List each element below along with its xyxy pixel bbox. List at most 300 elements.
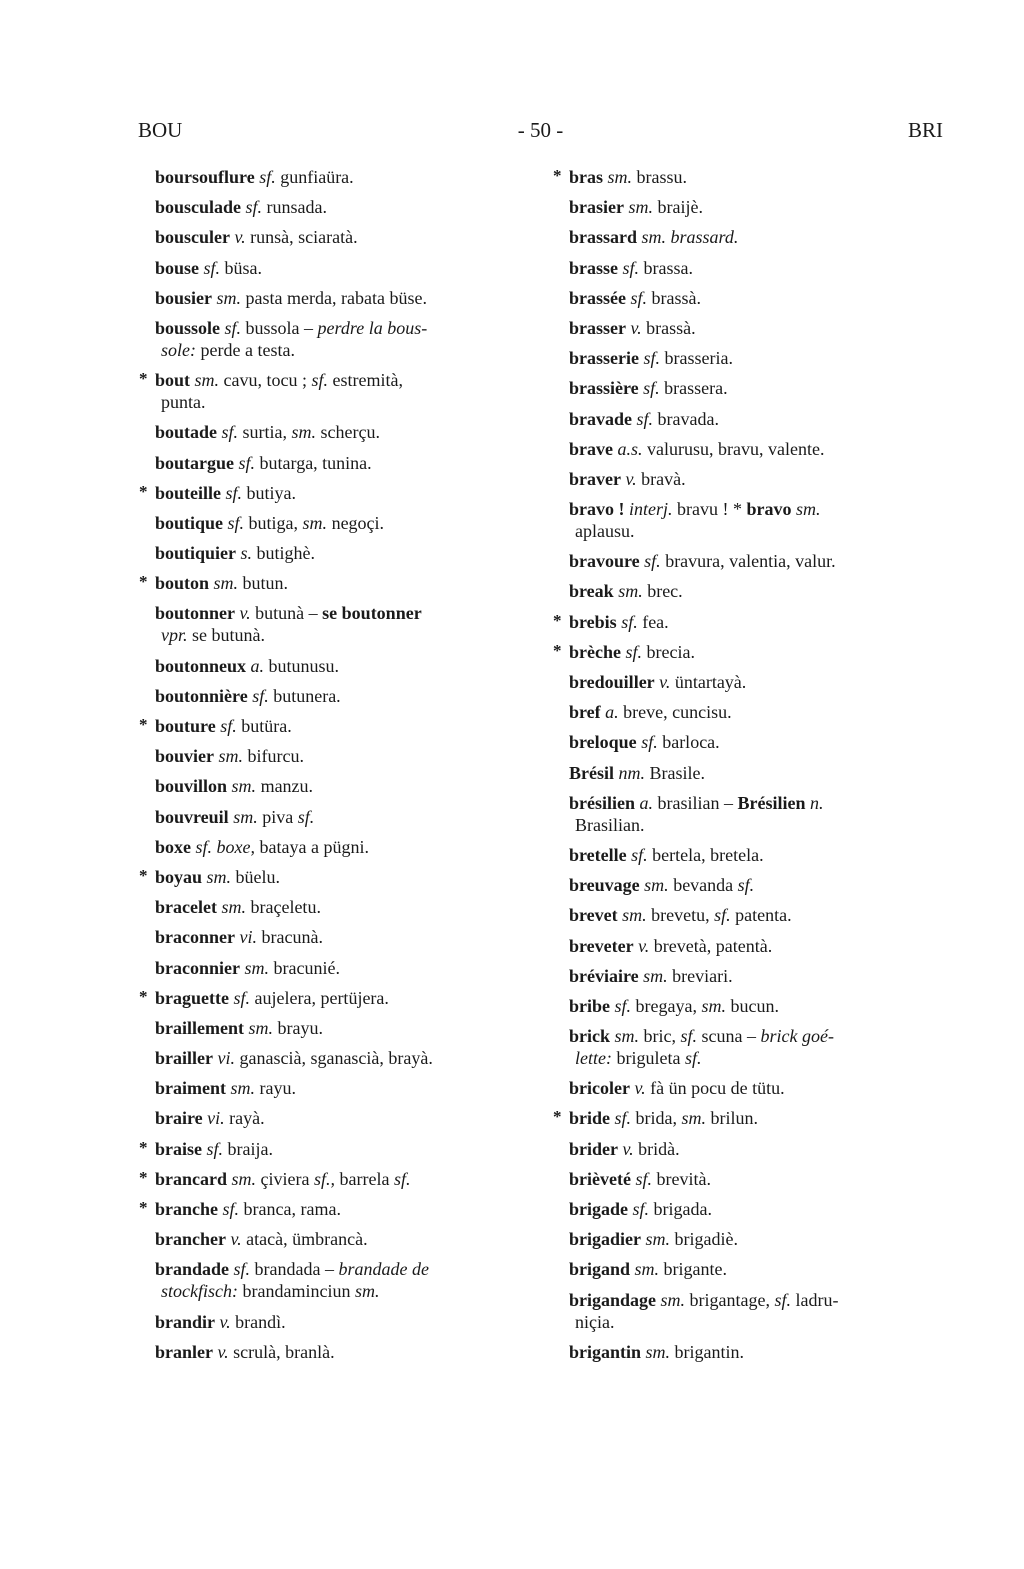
part-of-speech: sm. bbox=[795, 499, 821, 520]
dictionary-entry bbox=[138, 1341, 526, 1363]
headword: brebis bbox=[569, 611, 617, 632]
dictionary-entry bbox=[552, 874, 944, 896]
translation: brassera. bbox=[664, 378, 728, 399]
dictionary-entry bbox=[552, 1228, 944, 1250]
dictionary-entry bbox=[552, 196, 944, 218]
translation: bravura, valentia, valur. bbox=[665, 551, 836, 572]
translation: büelu. bbox=[235, 866, 281, 887]
headword: braconnier bbox=[155, 957, 240, 978]
dictionary-entry bbox=[138, 896, 526, 918]
example-expression: lette: bbox=[575, 1048, 612, 1069]
translation: brassard. bbox=[670, 227, 739, 248]
dictionary-entry bbox=[552, 1077, 944, 1099]
part-of-speech: sm. bbox=[233, 806, 258, 827]
part-of-speech: sf. bbox=[621, 611, 638, 632]
headword: brésilien bbox=[569, 792, 635, 813]
headword: brasier bbox=[569, 197, 624, 218]
translation: bravu ! * bbox=[677, 499, 742, 520]
entry-continuation bbox=[569, 1047, 944, 1069]
headword: bricoler bbox=[569, 1078, 630, 1099]
translation: butarga, tunina. bbox=[259, 452, 372, 473]
translation: Brasile. bbox=[649, 762, 705, 783]
dictionary-entry bbox=[138, 369, 526, 413]
headword: bracelet bbox=[155, 897, 217, 918]
part-of-speech: sf. bbox=[643, 348, 660, 369]
sub-headword: se boutonner bbox=[322, 603, 422, 624]
entry-star-marker: * bbox=[139, 369, 148, 389]
dictionary-entry bbox=[552, 731, 944, 753]
part-of-speech: sf. bbox=[630, 287, 648, 308]
translation: bracunié. bbox=[273, 957, 340, 978]
headword: braiment bbox=[155, 1078, 226, 1099]
part-of-speech: sm. bbox=[291, 422, 317, 443]
part-of-speech: sf. bbox=[614, 995, 632, 1016]
translation: bravà. bbox=[641, 468, 686, 489]
headword: bravo ! bbox=[569, 499, 625, 520]
translation: brasilian – bbox=[657, 792, 733, 813]
dictionary-entry bbox=[138, 1017, 526, 1039]
translation: aplausu. bbox=[575, 521, 635, 542]
dictionary-entry bbox=[138, 287, 526, 309]
part-of-speech: vi. bbox=[207, 1108, 225, 1129]
dictionary-entry bbox=[552, 317, 944, 339]
dictionary-entry bbox=[138, 957, 526, 979]
translation: brigantage, bbox=[689, 1289, 770, 1310]
headword: bouvillon bbox=[155, 776, 228, 797]
part-of-speech: sf. bbox=[641, 732, 658, 753]
headword: boutonnière bbox=[155, 685, 248, 706]
dictionary-entry bbox=[138, 1228, 526, 1250]
dictionary-entry bbox=[552, 1341, 944, 1363]
headword: brevet bbox=[569, 905, 618, 926]
part-of-speech: sm. bbox=[618, 581, 643, 602]
headword: bousculade bbox=[155, 197, 242, 218]
headword: boursouflure bbox=[155, 167, 255, 187]
part-of-speech: sm. bbox=[644, 875, 669, 896]
dictionary-entry bbox=[552, 408, 944, 430]
part-of-speech: sf. bbox=[222, 1199, 240, 1219]
translation: brilun. bbox=[710, 1108, 759, 1129]
translation: pasta merda, rabata büse. bbox=[245, 287, 427, 308]
translation: se butunà. bbox=[192, 625, 265, 646]
translation: ladru- bbox=[795, 1289, 839, 1310]
dictionary-entry bbox=[138, 836, 526, 858]
translation: barrela bbox=[339, 1168, 390, 1189]
translation: brevetà, patentà. bbox=[653, 935, 773, 956]
part-of-speech: sm. bbox=[628, 197, 653, 218]
headword: bravade bbox=[569, 408, 632, 429]
translation: runsada. bbox=[266, 197, 328, 218]
translation: brida, bbox=[635, 1108, 678, 1129]
translation: valurusu, bravu, valente. bbox=[647, 438, 825, 459]
translation: fà ün pocu de tütu. bbox=[650, 1078, 785, 1099]
dictionary-entry bbox=[552, 762, 944, 784]
part-of-speech: sm. bbox=[354, 1281, 380, 1302]
headword: brandir bbox=[155, 1311, 216, 1332]
dictionary-entry bbox=[138, 452, 526, 474]
part-of-speech: v. bbox=[217, 1341, 229, 1362]
dictionary-entry bbox=[138, 572, 526, 594]
dictionary-entry bbox=[138, 1138, 526, 1160]
dictionary-entry bbox=[138, 655, 526, 677]
translation: boxe, bbox=[216, 836, 255, 857]
translation: braijè. bbox=[657, 197, 703, 218]
entry-star-marker: * bbox=[553, 640, 562, 660]
dictionary-entry bbox=[138, 542, 526, 564]
translation: briguleta bbox=[616, 1048, 681, 1069]
dictionary-entry bbox=[138, 226, 526, 248]
headword: break bbox=[569, 581, 614, 602]
dictionary-entry bbox=[552, 671, 944, 693]
part-of-speech: sf. bbox=[680, 1026, 698, 1047]
translation: bevanda bbox=[673, 875, 734, 896]
dictionary-entry bbox=[552, 701, 944, 723]
part-of-speech: v. bbox=[634, 1078, 646, 1099]
example-expression: brandade de bbox=[338, 1259, 429, 1280]
part-of-speech: sf. bbox=[233, 987, 250, 1008]
translation: butunà – bbox=[255, 603, 318, 624]
dictionary-entry bbox=[552, 257, 944, 279]
translation: brecia. bbox=[646, 641, 695, 662]
part-of-speech: sf. bbox=[631, 844, 648, 865]
entry-continuation bbox=[155, 1280, 526, 1302]
dictionary-entry bbox=[552, 904, 944, 926]
part-of-speech: sm. bbox=[681, 1108, 707, 1129]
entry-continuation bbox=[569, 814, 944, 836]
part-of-speech: vi. bbox=[239, 927, 257, 948]
translation: bifurcu. bbox=[247, 746, 305, 767]
headword: bouse bbox=[155, 257, 200, 278]
translation: bravada. bbox=[657, 408, 719, 429]
dictionary-entry bbox=[552, 550, 944, 572]
headword: boxe bbox=[155, 836, 191, 857]
headword: brièveté bbox=[569, 1168, 631, 1189]
entry-star-marker: * bbox=[553, 1107, 562, 1127]
headword: bref bbox=[569, 702, 601, 723]
translation: gunfiaüra. bbox=[280, 167, 354, 187]
translation: runsà, sciaratà. bbox=[250, 227, 358, 248]
translation: barloca. bbox=[662, 732, 720, 753]
entry-star-marker: * bbox=[553, 166, 562, 185]
example-expression: sole: bbox=[161, 339, 196, 360]
dictionary-entry bbox=[138, 866, 526, 888]
headword: brave bbox=[569, 438, 613, 459]
translation: piva bbox=[262, 806, 294, 827]
dictionary-entry bbox=[552, 935, 944, 957]
sub-headword: bravo bbox=[746, 499, 792, 520]
headword: brancard bbox=[155, 1168, 227, 1189]
dictionary-entry bbox=[552, 347, 944, 369]
translation: bussola – bbox=[245, 317, 314, 338]
headword: bout bbox=[155, 370, 191, 391]
part-of-speech: interj. bbox=[629, 499, 673, 520]
translation: üntartayà. bbox=[674, 672, 747, 692]
translation: fea. bbox=[642, 611, 669, 632]
headword: bouton bbox=[155, 573, 210, 594]
translation: brevetu, bbox=[651, 905, 710, 926]
part-of-speech: sm. bbox=[622, 905, 647, 926]
headword: braguette bbox=[155, 987, 229, 1008]
dictionary-entry bbox=[138, 602, 526, 646]
translation: ganascià, sganascià, brayà. bbox=[239, 1048, 433, 1069]
dictionary-entry bbox=[138, 1198, 526, 1220]
headword: boyau bbox=[155, 866, 203, 887]
left-column bbox=[138, 166, 526, 1371]
translation: brec. bbox=[647, 581, 683, 602]
translation: brandaminciun bbox=[242, 1281, 351, 1302]
entry-star-marker: * bbox=[139, 1167, 148, 1187]
dictionary-entry bbox=[138, 1258, 526, 1302]
translation: Brasilian. bbox=[575, 814, 645, 835]
dictionary-entry bbox=[138, 1311, 526, 1333]
headword: brassière bbox=[569, 378, 639, 399]
headword: bouvier bbox=[155, 746, 215, 767]
running-head-right: BRI bbox=[907, 118, 943, 142]
translation: butun. bbox=[242, 573, 289, 594]
dictionary-entry bbox=[552, 498, 944, 542]
entry-star-marker: * bbox=[139, 715, 148, 734]
dictionary-entry bbox=[138, 926, 526, 948]
translation: bucun. bbox=[730, 995, 780, 1016]
headword: boussole bbox=[155, 317, 221, 338]
headword: brider bbox=[569, 1138, 618, 1159]
page-number: - 50 - bbox=[517, 118, 564, 142]
part-of-speech: sf. bbox=[221, 422, 239, 443]
entry-continuation bbox=[155, 391, 526, 413]
part-of-speech: sm. bbox=[701, 995, 727, 1016]
dictionary-entry bbox=[552, 377, 944, 399]
headword: bousier bbox=[155, 287, 213, 308]
part-of-speech: sm. bbox=[614, 1026, 640, 1047]
part-of-speech: sf. bbox=[233, 1259, 251, 1280]
dictionary-entry bbox=[552, 792, 944, 836]
part-of-speech: sf. bbox=[737, 875, 755, 896]
headword: brèche bbox=[569, 641, 621, 662]
dictionary-entry bbox=[138, 987, 526, 1009]
headword: brigand bbox=[569, 1259, 631, 1280]
translation: bregaya, bbox=[635, 995, 697, 1016]
headword: branler bbox=[155, 1341, 213, 1362]
entry-star-marker: * bbox=[139, 986, 148, 1006]
translation: brigante. bbox=[663, 1259, 728, 1280]
translation: brigada. bbox=[653, 1199, 713, 1219]
headword: bouteille bbox=[155, 482, 221, 503]
headword: boutique bbox=[155, 512, 224, 533]
part-of-speech: sm. bbox=[206, 866, 232, 887]
translation: bracunà. bbox=[261, 927, 323, 948]
part-of-speech: v. bbox=[625, 468, 637, 489]
part-of-speech: vpr. bbox=[161, 625, 188, 646]
headword: brassard bbox=[569, 227, 638, 248]
part-of-speech: v. bbox=[638, 935, 650, 956]
translation: brassà. bbox=[651, 287, 701, 308]
headword: braconner bbox=[155, 927, 235, 948]
headword: boutargue bbox=[155, 452, 235, 473]
headword: bribe bbox=[569, 995, 611, 1016]
part-of-speech: sf. bbox=[297, 806, 315, 827]
part-of-speech: vi. bbox=[217, 1048, 235, 1069]
translation: patenta. bbox=[735, 905, 792, 926]
part-of-speech: sf. bbox=[684, 1048, 702, 1069]
dictionary-entry bbox=[552, 468, 944, 490]
part-of-speech: sf. bbox=[238, 452, 256, 473]
translation: brassà. bbox=[646, 317, 696, 338]
right-column bbox=[552, 166, 944, 1371]
dictionary-entry bbox=[138, 745, 526, 767]
translation: perde a testa. bbox=[200, 339, 295, 360]
dictionary-entry bbox=[552, 1289, 944, 1333]
headword: brigadier bbox=[569, 1229, 641, 1250]
entry-star-marker: * bbox=[139, 1198, 148, 1217]
entry-star-marker: * bbox=[139, 572, 148, 592]
part-of-speech: v. bbox=[234, 227, 246, 248]
translation: butiga, bbox=[248, 512, 299, 533]
part-of-speech: sm. bbox=[218, 746, 244, 767]
headword: braver bbox=[569, 468, 621, 489]
part-of-speech: sm. bbox=[660, 1289, 686, 1310]
part-of-speech: sf. bbox=[644, 551, 661, 572]
headword: boutonner bbox=[155, 603, 236, 624]
part-of-speech: sf. bbox=[632, 1199, 650, 1219]
dictionary-entry bbox=[552, 580, 944, 602]
example-expression: brick goé- bbox=[760, 1026, 834, 1047]
dictionary-entry bbox=[138, 685, 526, 707]
dictionary-entry bbox=[552, 995, 944, 1017]
entry-star-marker: * bbox=[139, 481, 148, 501]
part-of-speech: a. bbox=[250, 655, 265, 676]
part-of-speech: sf. bbox=[224, 317, 242, 338]
part-of-speech: sf. bbox=[195, 836, 213, 857]
part-of-speech: sm. bbox=[645, 1229, 671, 1250]
page-header bbox=[138, 118, 943, 146]
part-of-speech: v. bbox=[659, 672, 671, 692]
part-of-speech: sm. bbox=[194, 370, 220, 391]
translation: brandada – bbox=[254, 1259, 335, 1280]
part-of-speech: sf. bbox=[311, 370, 329, 391]
dictionary-entry bbox=[552, 226, 944, 248]
part-of-speech: sf. bbox=[227, 512, 245, 533]
headword: boutonneux bbox=[155, 655, 247, 676]
entry-continuation bbox=[155, 339, 526, 361]
part-of-speech: sm. bbox=[221, 897, 246, 918]
entry-continuation bbox=[569, 520, 944, 542]
part-of-speech: nm. bbox=[618, 762, 645, 783]
part-of-speech: a. bbox=[639, 792, 653, 813]
translation: aujelera, pertüjera. bbox=[254, 987, 389, 1008]
headword: bredouiller bbox=[569, 672, 655, 692]
headword: brigandage bbox=[569, 1289, 657, 1310]
translation: bertela, bretela. bbox=[652, 844, 764, 865]
part-of-speech: v. bbox=[239, 603, 251, 624]
translation: braçeletu. bbox=[250, 897, 321, 918]
part-of-speech: sm. bbox=[641, 227, 667, 248]
translation: brassa. bbox=[643, 257, 693, 278]
dictionary-entry bbox=[552, 844, 944, 866]
part-of-speech: sf. bbox=[220, 716, 237, 736]
part-of-speech: sf. bbox=[774, 1289, 792, 1310]
translation: rayà. bbox=[229, 1108, 265, 1129]
translation: scuna – bbox=[701, 1026, 757, 1047]
part-of-speech: sf. bbox=[614, 1108, 632, 1129]
translation: butunusu. bbox=[268, 655, 340, 676]
dictionary-entry bbox=[552, 1025, 944, 1069]
translation: butighè. bbox=[256, 543, 316, 564]
part-of-speech: a. bbox=[605, 702, 619, 723]
part-of-speech: sm. bbox=[244, 957, 270, 978]
running-head-left: BOU bbox=[138, 118, 183, 142]
translation: niçia. bbox=[575, 1311, 615, 1332]
entry-continuation bbox=[569, 1311, 944, 1333]
headword: Brésil bbox=[569, 762, 614, 783]
part-of-speech: a.s. bbox=[617, 438, 643, 459]
dictionary-entry bbox=[138, 512, 526, 534]
part-of-speech: sm. bbox=[231, 1168, 257, 1189]
dictionary-entry bbox=[552, 438, 944, 460]
entry-star-marker: * bbox=[139, 865, 148, 885]
part-of-speech: sm. bbox=[230, 1078, 256, 1099]
dictionary-entry bbox=[138, 257, 526, 279]
part-of-speech: v. bbox=[230, 1229, 242, 1250]
part-of-speech: n. bbox=[809, 792, 824, 813]
dictionary-entry bbox=[138, 1107, 526, 1129]
headword: brandade bbox=[155, 1259, 230, 1280]
headword: bravoure bbox=[569, 551, 640, 572]
dictionary-entry bbox=[138, 196, 526, 218]
dictionary-entry bbox=[138, 1047, 526, 1069]
translation: breve, cuncisu. bbox=[623, 702, 732, 723]
headword: brigantin bbox=[569, 1341, 642, 1362]
part-of-speech: sm. bbox=[231, 776, 257, 797]
headword: brasse bbox=[569, 257, 618, 278]
entry-star-marker: * bbox=[553, 610, 562, 630]
part-of-speech: sm. bbox=[607, 167, 633, 187]
dictionary-entry bbox=[138, 317, 526, 361]
part-of-speech: sf. bbox=[393, 1168, 411, 1189]
example-expression: perdre la bous- bbox=[317, 317, 428, 338]
headword: bousculer bbox=[155, 227, 231, 248]
headword: bouvreuil bbox=[155, 806, 229, 827]
translation: brandì. bbox=[235, 1311, 286, 1332]
translation: butüra. bbox=[241, 716, 292, 736]
headword: brassée bbox=[569, 287, 626, 308]
translation: brigantin. bbox=[674, 1341, 745, 1362]
entry-continuation bbox=[155, 624, 526, 646]
translation: negoçi. bbox=[331, 512, 385, 533]
part-of-speech: v. bbox=[219, 1311, 231, 1332]
dictionary-entry bbox=[552, 166, 944, 188]
translation: scherçu. bbox=[320, 422, 381, 443]
part-of-speech: sm. bbox=[248, 1017, 273, 1038]
translation: bataya a pügni. bbox=[259, 836, 369, 857]
translation: bridà. bbox=[638, 1138, 680, 1159]
dictionary-entry bbox=[552, 641, 944, 663]
dictionary-entry bbox=[552, 287, 944, 309]
part-of-speech: sf. bbox=[636, 408, 654, 429]
headword: branche bbox=[155, 1199, 218, 1219]
part-of-speech: sf. bbox=[245, 197, 263, 218]
dictionary-entry bbox=[138, 166, 526, 188]
headword: boutade bbox=[155, 422, 218, 443]
headword: breveter bbox=[569, 935, 634, 956]
dictionary-entry bbox=[138, 1168, 526, 1190]
dictionary-entry bbox=[138, 1077, 526, 1099]
translation: estremità, bbox=[332, 370, 404, 391]
headword: bride bbox=[569, 1108, 611, 1129]
part-of-speech: sf. bbox=[259, 167, 276, 187]
headword: brigade bbox=[569, 1199, 629, 1219]
headword: brancher bbox=[155, 1229, 226, 1250]
dictionary-entry bbox=[552, 1168, 944, 1190]
